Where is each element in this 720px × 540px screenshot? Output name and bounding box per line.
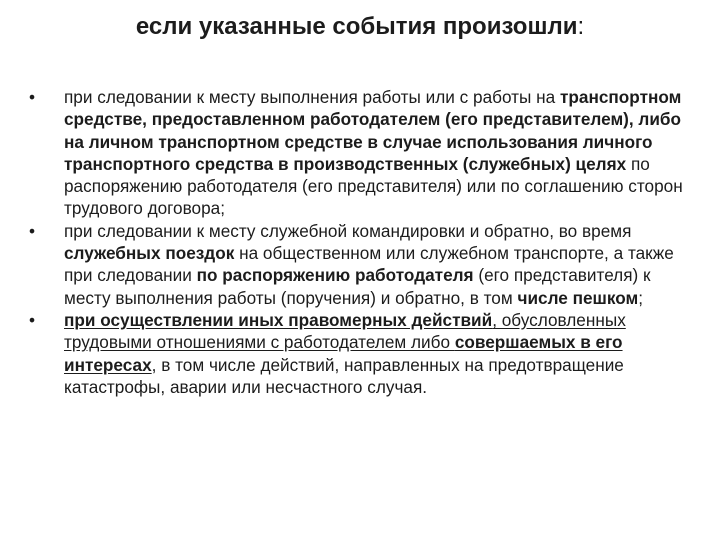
bullet-marker: • xyxy=(29,220,36,241)
bullet-item-commute xyxy=(26,86,688,220)
bullet-item-other-actions xyxy=(26,309,688,398)
bullet-item-text xyxy=(64,310,626,397)
bullet-item-business-trip xyxy=(26,220,688,309)
bullet-item-text xyxy=(64,87,683,218)
text-segment: при следовании к месту выполнения работы или с работы на xyxy=(64,87,561,107)
text-segment: совершаемых в его интересах xyxy=(64,332,623,375)
slide-title-colon: : xyxy=(577,13,585,40)
text-segment: по распоряжению работодателя xyxy=(196,265,474,286)
bullet-marker: • xyxy=(29,309,36,330)
text-segment: служебных поездок xyxy=(64,243,235,264)
text-segment: ; xyxy=(638,287,644,308)
text-segment: , обусловленных трудовыми отношениями с работодателем либо xyxy=(64,309,626,353)
bullet-marker: • xyxy=(29,87,36,107)
text-segment: , в том числе действий, направленных на предотвращение катастрофы, аварии или несчастного случая. xyxy=(64,354,624,397)
text-segment: при осуществлении иных правомерных действий xyxy=(64,309,493,330)
text-segment: при следовании к месту служебной командировки и обратно, во время xyxy=(64,220,632,241)
slide-title xyxy=(0,12,720,42)
text-segment: транспортном средстве, предоставленном работодателем (его представителем), либо на личном транспортном средстве в случае использования личного транспортного средства в производственных (служебных) целях xyxy=(64,87,682,174)
bullet-list xyxy=(26,86,688,398)
text-segment: числе пешком xyxy=(517,287,639,308)
bullet-item-text xyxy=(64,221,674,308)
slide-title-text: если указанные события произошли xyxy=(135,13,578,40)
text-segment: по распоряжению работодателя (его представителя) или по соглашению сторон трудового договора; xyxy=(64,153,683,219)
text-segment: (его представителя) к месту выполнения работы (поручения) и обратно, в том xyxy=(64,265,651,308)
slide-content xyxy=(26,86,688,398)
text-segment: на общественном или служебном транспорте, а также при следовании xyxy=(64,243,674,286)
